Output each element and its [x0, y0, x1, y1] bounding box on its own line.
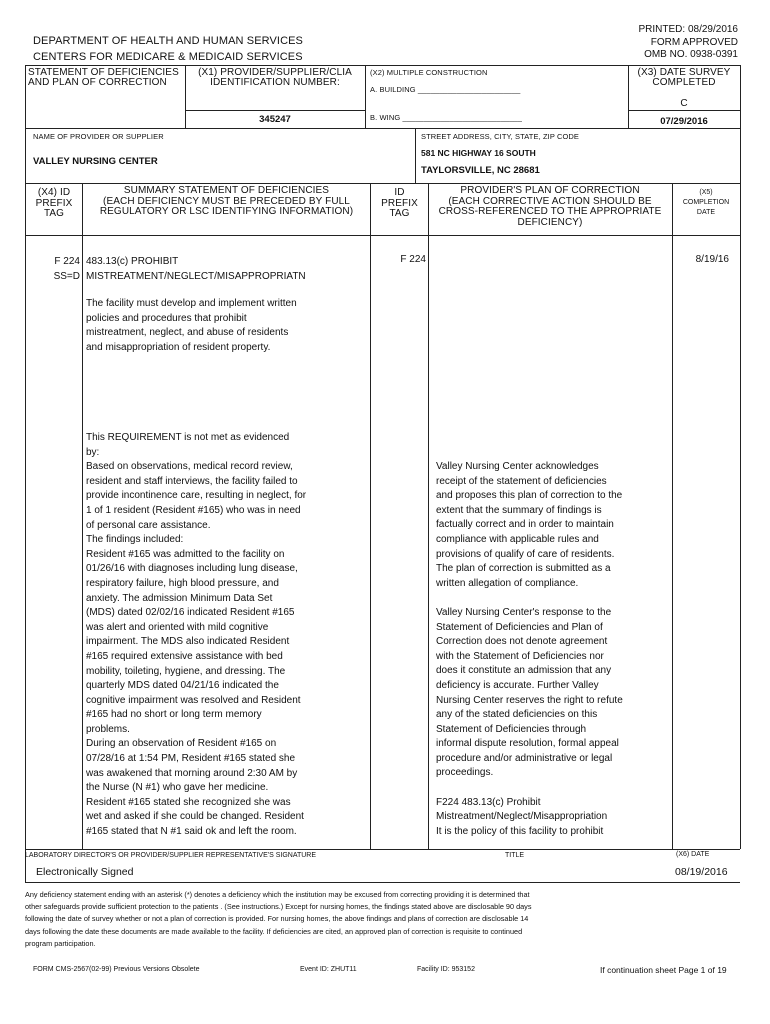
- omb-number: OMB NO. 0938-0391: [644, 49, 738, 60]
- clia-number: 345247: [259, 114, 291, 125]
- x2-label: (X2) MULTIPLE CONSTRUCTION: [370, 68, 488, 77]
- deficiency-title: 483.13(c) PROHIBIT MISTREATMENT/NEGLECT/MISAPPROPRIATN: [86, 256, 306, 282]
- prefix-tag-left: F 224 SS=D: [53, 256, 80, 282]
- signature-value: Electronically Signed: [36, 866, 134, 878]
- dept-line2: CENTERS FOR MEDICARE & MEDICAID SERVICES: [33, 51, 303, 63]
- signature-date: 08/19/2016: [675, 866, 728, 878]
- print-info: [639, 24, 739, 62]
- regulation-text: The facility must develop and implement written policies and procedures that prohibit mistreatment, neglect, and abuse of residents and misappropriation of resident property.: [86, 298, 297, 353]
- address-line1: 581 NC HIGHWAY 16 SOUTH: [421, 148, 536, 158]
- provider-name: VALLEY NURSING CENTER: [33, 156, 158, 167]
- col-summary-header: SUMMARY STATEMENT OF DEFICIENCIES (EACH DEFICIENCY MUST BE PRECEDED BY FULL REGULATORY OR LSC IDENTIFYING INFORMATION): [99, 185, 354, 217]
- col-x5-header: (X5) COMPLETION DATE: [682, 189, 730, 216]
- prefix-tag-right: F 224: [400, 254, 426, 265]
- address-label: STREET ADDRESS, CITY, STATE, ZIP CODE: [421, 132, 580, 141]
- col-plan-header: PROVIDER'S PLAN OF CORRECTION (EACH CORRECTIVE ACTION SHOULD BE CROSS-REFERENCED TO THE APPROPRIATE DEFICIENCY): [438, 185, 662, 228]
- page-indicator: If continuation sheet Page 1 of 19: [600, 965, 727, 975]
- x3-label: (X3) DATE SURVEY COMPLETED: [637, 67, 731, 88]
- address-line2: TAYLORSVILLE, NC 28681: [421, 165, 540, 176]
- wing-label: B. WING ____________________________: [370, 113, 523, 122]
- disclaimer-text: Any deficiency statement ending with an asterisk (*) denotes a deficiency which the institution may be excused from correcting providing it is determined that other safeguards provide sufficient protection to the patients . (See instructions.) Except for nursing homes, the findings stated above are disclosable 90 days following the date of survey whether or not a plan of correction is provided. For nursing homes, the above findings and plans of correction are disclosable 14 days following the date these documents are made available to the facility. If deficiencies are cited, an approved plan of correction is requisite to continued program participation.: [25, 890, 532, 948]
- building-label: A. BUILDING ________________________: [370, 85, 521, 94]
- form-number: FORM CMS-2567(02-99) Previous Versions Obsolete: [33, 966, 200, 973]
- facility-id: Facility ID: 953152: [417, 966, 475, 973]
- survey-date: 07/29/2016: [660, 116, 708, 127]
- plan-of-correction-text: Valley Nursing Center acknowledges receipt of the statement of deficiencies and proposes this plan of correction to the extent that the summary of findings is factually correct and in order to maintain compliance with applicable rules and provisions of qualify of care of residents. The plan of correction is submitted as a written allegation of compliance. Valley Nursing Center's response to the Statement of Deficiencies and Plan of Correction does not denote agreement with the Statement of Deficiencies nor does it constitute an admission that any deficiency is accurate. Further Valley Nursing Center reserves the right to refute any of the stated deficiencies on this Statement of Deficiencies through informal dispute resolution, formal appeal procedure and/or administrative or legal proceedings. F224 483.13(c) Prohibit Mistreatment/Neglect/Misappropriation It is the policy of this facility to prohibit: [436, 461, 623, 837]
- printed-date: PRINTED: 08/29/2016: [638, 24, 738, 35]
- signature-date-label: (X6) DATE: [676, 851, 710, 858]
- provider-label: NAME OF PROVIDER OR SUPPLIER: [33, 132, 164, 141]
- event-id: Event ID: ZHUT11: [300, 966, 357, 973]
- col-x4-header: (X4) ID PREFIX TAG: [35, 187, 73, 219]
- completion-date: 8/19/16: [695, 254, 729, 265]
- survey-letter: C: [680, 98, 688, 109]
- form-approved: FORM APPROVED: [650, 36, 738, 48]
- title-label: TITLE: [505, 852, 525, 859]
- x1-label: (X1) PROVIDER/SUPPLIER/CLIA IDENTIFICATION NUMBER:: [198, 67, 352, 88]
- signature-label: LABORATORY DIRECTOR'S OR PROVIDER/SUPPLIER REPRESENTATIVE'S SIGNATURE: [25, 852, 317, 859]
- evidence-text: This REQUIREMENT is not met as evidenced by: Based on observations, medical record review, resident and staff interviews, the facility failed to provide incontinence care, resulting in neglect, for 1 of 1 resident (Resident #165) who was in need of personal care assistance. The findings included: Resident #165 was admitted to the facility on 01/26/16 with diagnoses including lung disease, respiratory failure, high blood pressure, and anxiety. The admission Minimum Data Set (MDS) dated 02/02/16 indicated Resident #165 was alert and oriented with mild cognitive impairment. The MDS also indicated Resident #165 required extensive assistance with bed mobility, toileting, hygiene, and dressing. The quarterly MDS dated 04/21/16 indicated the cognitive impairment was resolved and Resident #165 had no short or long term memory problems. During an observation of Resident #165 on 07/28/16 at 1:54 PM, Resident #165 stated she was awakened that morning around 2:30 AM by the Nurse (N #1) who gave her medicine. Resident #165 stated she recognized she was wet and asked if she could be changed. Resident #165 stated that N #1 said ok and left the room.: [86, 432, 307, 838]
- agency-header: [33, 33, 303, 65]
- dept-line1: DEPARTMENT OF HEALTH AND HUMAN SERVICES: [33, 35, 303, 47]
- statement-label: STATEMENT OF DEFICIENCIES AND PLAN OF CORRECTION: [28, 67, 179, 88]
- col-id-header: ID PREFIX TAG: [381, 187, 418, 219]
